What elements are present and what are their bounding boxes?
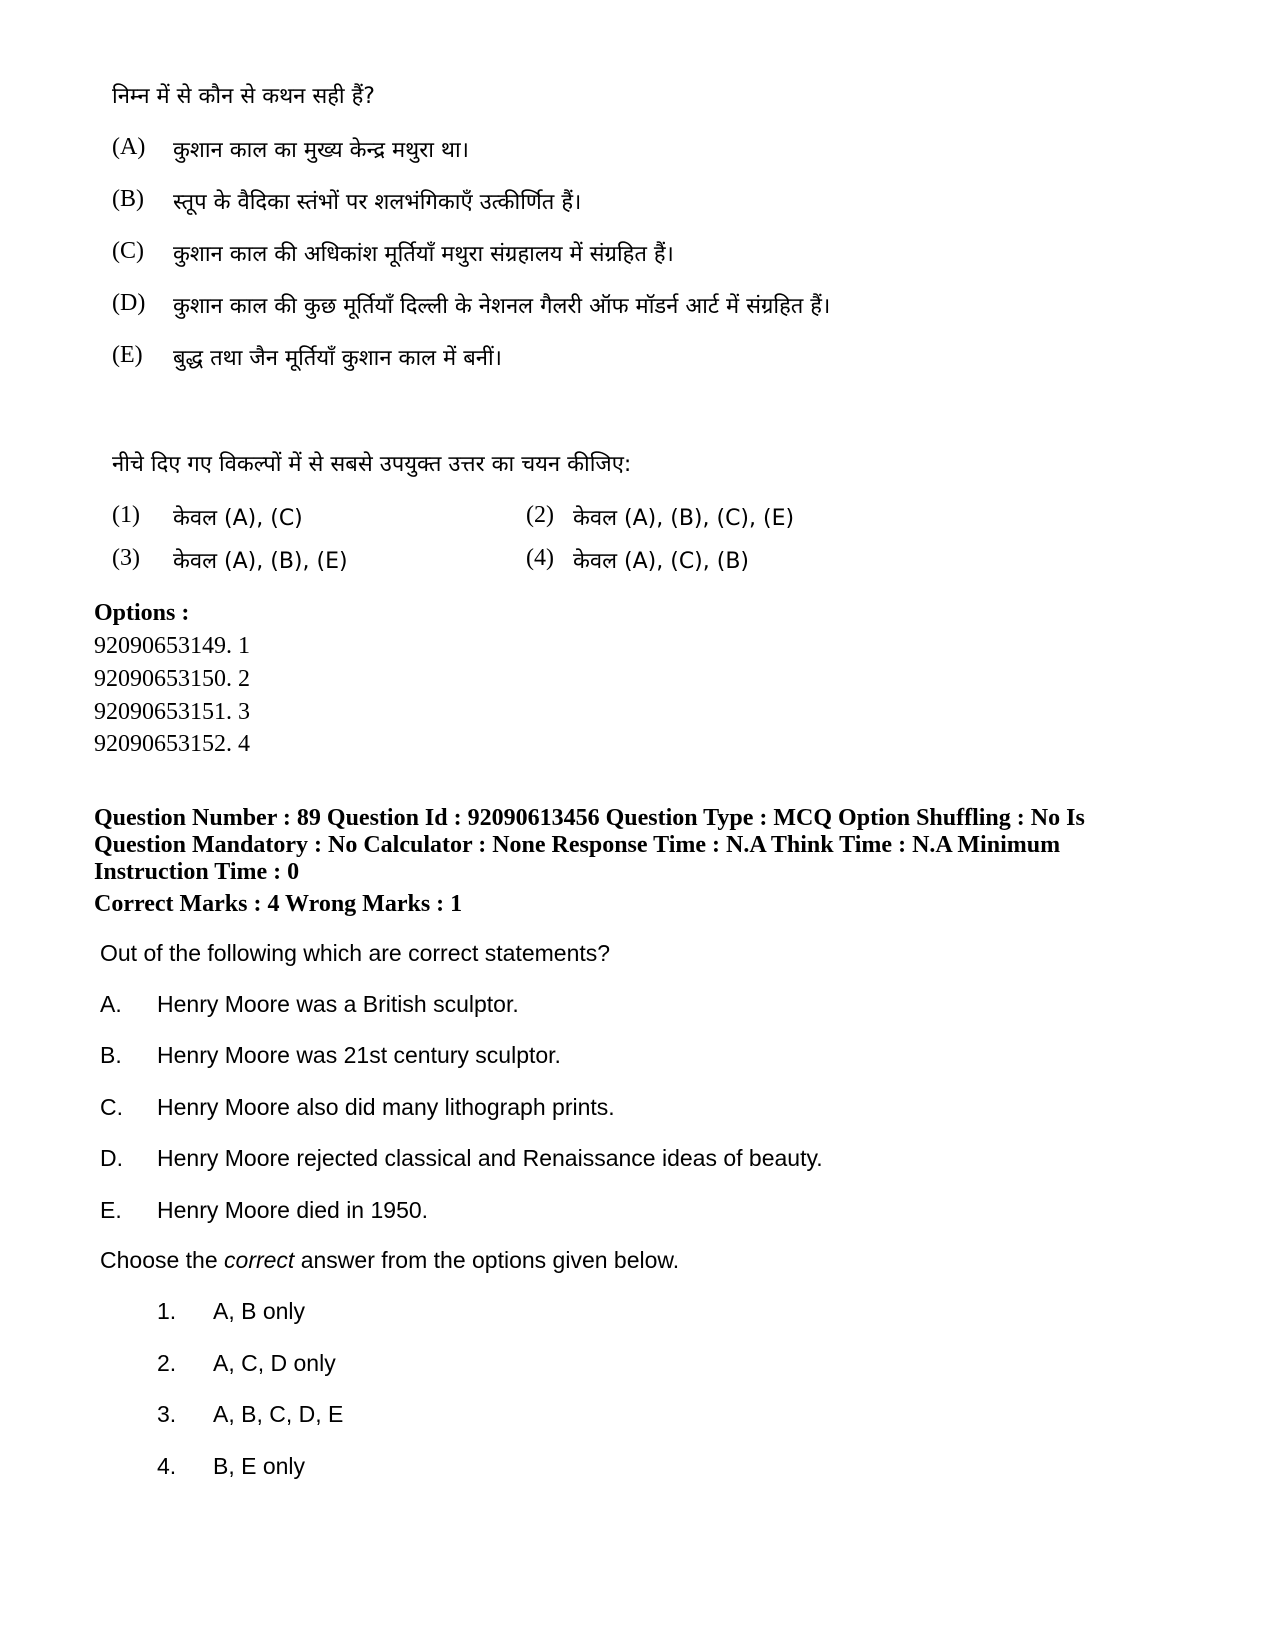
hindi-statement-label: (E) (112, 342, 143, 368)
english-statement-label: B. (100, 1042, 122, 1068)
question-marks: Correct Marks : 4 Wrong Marks : 1 (94, 891, 463, 917)
english-question-prompt: Out of the following which are correct statements? (100, 940, 611, 966)
question-meta-line3: Instruction Time : 0 (94, 859, 300, 885)
option-id-item: 92090653149. 1 (94, 633, 250, 659)
english-choice-text: A, B only (213, 1298, 306, 1324)
hindi-statement-text: कुशान काल की कुछ मूर्तियाँ दिल्ली के नेशनल गैलरी ऑफ मॉडर्न आर्ट में संग्रहित हैं। (173, 294, 831, 319)
hindi-choice-text: केवल (A), (C), (B) (573, 549, 750, 574)
option-id-item: 92090653151. 3 (94, 699, 250, 725)
english-choice-label: 4. (157, 1453, 177, 1479)
hindi-statement-text: बुद्ध तथा जैन मूर्तियाँ कुशान काल में बनीं। (173, 346, 503, 371)
hindi-choose-prompt: नीचे दिए गए विकल्पों में से सबसे उपयुक्त उत्तर का चयन कीजिए: (112, 452, 632, 477)
english-statement-label: C. (100, 1094, 123, 1120)
english-statement-text: Henry Moore rejected classical and Renaissance ideas of beauty. (157, 1145, 823, 1171)
option-id-item: 92090653150. 2 (94, 666, 250, 692)
hindi-choice-label: (3) (112, 545, 140, 571)
english-choice-text: A, C, D only (213, 1350, 336, 1376)
hindi-choice-label: (4) (526, 545, 554, 571)
english-choice-label: 1. (157, 1298, 177, 1324)
hindi-choice-text: केवल (A), (B), (C), (E) (573, 506, 795, 531)
english-statement-text: Henry Moore was 21st century sculptor. (157, 1042, 561, 1068)
hindi-statement-text: स्तूप के वैदिका स्तंभों पर शलभंगिकाएँ उत्कीर्णित हैं। (173, 190, 582, 215)
hindi-choice-text: केवल (A), (B), (E) (173, 549, 348, 574)
english-choice-text: A, B, C, D, E (213, 1401, 344, 1427)
english-statement-text: Henry Moore died in 1950. (157, 1197, 429, 1223)
choose-prompt-after: answer from the options given below. (294, 1247, 680, 1273)
hindi-statement-label: (C) (112, 238, 144, 264)
english-statement-label: E. (100, 1197, 122, 1223)
choose-prompt-before: Choose the (100, 1247, 225, 1273)
hindi-statement-label: (D) (112, 290, 146, 316)
english-choice-label: 3. (157, 1401, 177, 1427)
hindi-statement-label: (A) (112, 134, 146, 160)
hindi-question-prompt: निम्न में से कौन से कथन सही हैं? (112, 84, 375, 109)
english-choice-label: 2. (157, 1350, 177, 1376)
option-id-item: 92090653152. 4 (94, 731, 250, 757)
english-choice-text: B, E only (213, 1453, 306, 1479)
choose-prompt-italic: correct (224, 1247, 295, 1273)
hindi-choice-label: (1) (112, 502, 140, 528)
hindi-statement-text: कुशान काल का मुख्य केन्द्र मथुरा था। (173, 138, 469, 163)
english-statement-label: A. (100, 991, 122, 1017)
hindi-statement-label: (B) (112, 186, 144, 212)
english-statement-label: D. (100, 1145, 123, 1171)
question-meta-line1: Question Number : 89 Question Id : 92090613456 Question Type : MCQ Option Shuffling : No Is (94, 805, 1085, 831)
english-statement-text: Henry Moore was a British sculptor. (157, 991, 519, 1017)
options-heading: Options : (94, 600, 190, 626)
english-statement-text: Henry Moore also did many lithograph prints. (157, 1094, 615, 1120)
english-choose-prompt (100, 1247, 679, 1274)
hindi-statement-text: कुशान काल की अधिकांश मूर्तियाँ मथुरा संग्रहालय में संग्रहित हैं। (173, 242, 674, 267)
hindi-choice-label: (2) (526, 502, 554, 528)
hindi-choice-text: केवल (A), (C) (173, 506, 303, 531)
question-meta-line2: Question Mandatory : No Calculator : None Response Time : N.A Think Time : N.A Minimum (94, 832, 1061, 858)
